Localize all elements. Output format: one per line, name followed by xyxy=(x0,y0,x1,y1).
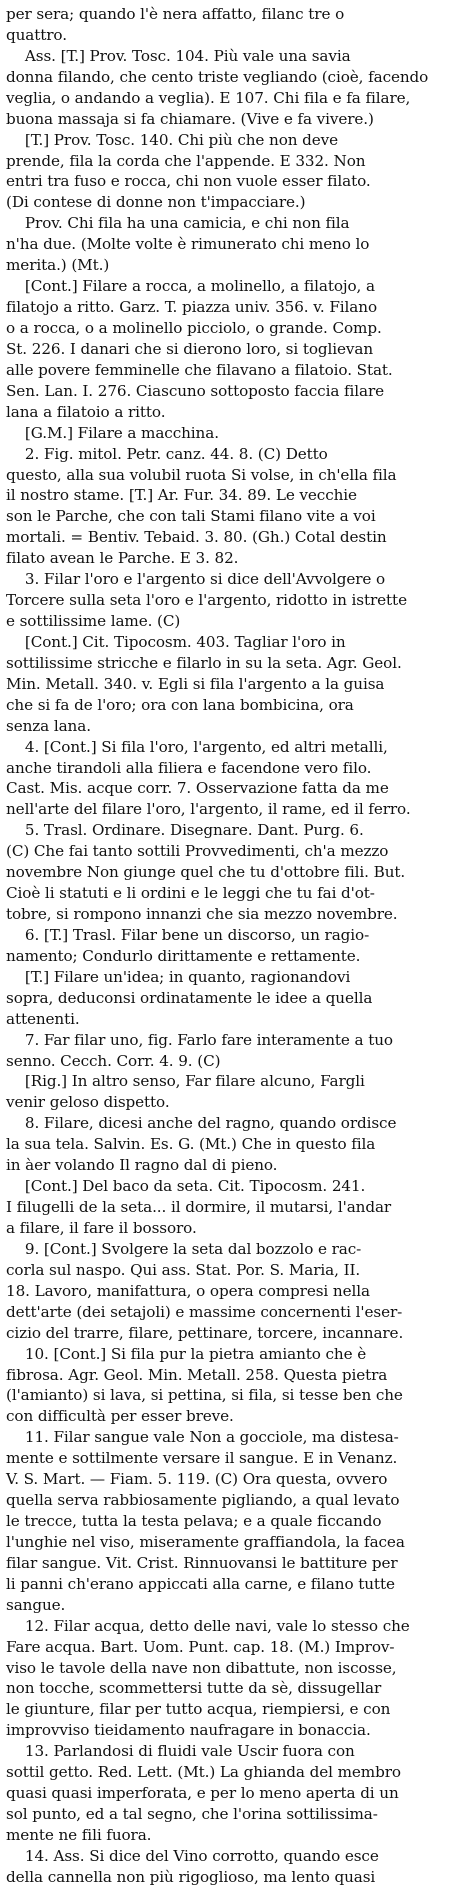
text-line: viso le tavole della nave non dibattute, non iscosse, xyxy=(6,1658,397,1677)
text-line: sottil getto. Red. Lett. (Mt.) La ghianda del membro xyxy=(6,1763,401,1782)
text-line: senno. Cecch. Corr. 4. 9. (C) xyxy=(6,1051,221,1070)
text-line: [Cont.] Cit. Tipocosm. 403. Tagliar l'oro in xyxy=(6,632,346,651)
text-line: corla sul naspo. Qui ass. Stat. Por. S. Maria, II. xyxy=(6,1260,361,1279)
text-line: sangue. xyxy=(6,1595,66,1614)
text-line: tobre, si rompono innanzi che sia mezzo novembre. xyxy=(6,905,398,923)
text-line: anche tirandoli alla filiera e facendone vero filo. xyxy=(6,758,372,777)
text-line: entri tra fuso e rocca, chi non vuole esser filato. xyxy=(6,172,371,191)
text-line: 4. [Cont.] Si fila l'oro, l'argento, ed altri metalli, xyxy=(6,737,388,756)
text-line: in àer volando Il ragno dal di pieno. xyxy=(6,1156,278,1175)
text-line: nell'arte del filare l'oro, l'argento, il rame, ed il ferro. xyxy=(6,800,411,819)
text-line: sopra, deduconsi ordinatamente le idee a quella xyxy=(6,988,373,1007)
text-line: prende, fila la corda che l'appende. E 332. Non xyxy=(6,151,366,170)
text-line: 7. Far filar uno, fig. Farlo fare interamente a tuo xyxy=(6,1030,393,1049)
text-line: cizio del trarre, filare, pettinare, torcere, incannare. xyxy=(6,1323,404,1342)
text-line: il nostro stame. [T.] Ar. Fur. 34. 89. Le vecchie xyxy=(6,486,357,505)
text-line: 6. [T.] Trasl. Filar bene un discorso, un ragio- xyxy=(6,925,370,944)
text-line: a filare, il fare il bossoro. xyxy=(6,1218,197,1237)
text-line: mente e sottilmente versare il sangue. E in Venanz. xyxy=(6,1449,398,1468)
text-line: V. S. Mart. — Fiam. 5. 119. (C) Ora questa, ovvero xyxy=(6,1470,388,1489)
text-line: I filugelli de la seta... il dormire, il mutarsi, l'andar xyxy=(6,1198,392,1216)
text-line: Prov. Chi fila ha una camicia, e chi non fila xyxy=(6,214,350,233)
text-line: 13. Parlandosi di fluidi vale Uscir fuora con xyxy=(6,1742,355,1761)
text-line: 11. Filar sangue vale Non a gocciole, ma distesa- xyxy=(6,1428,399,1447)
text-line: (Di contese di donne non t'impacciare.) xyxy=(6,193,306,212)
text-line: 18. Lavoro, manifattura, o opera compresi nella xyxy=(6,1281,370,1300)
text-line: n'ha due. (Molte volte è rimunerato chi meno lo xyxy=(6,235,370,254)
text-line: St. 226. I danari che si dierono loro, si toglievan xyxy=(6,339,374,358)
text-line: [Cont.] Del baco da seta. Cit. Tipocosm. 241. xyxy=(6,1177,366,1196)
text-line: filar sangue. Vit. Crist. Rinnuovansi le battiture per xyxy=(6,1553,398,1572)
text-line: fibrosa. Agr. Geol. Min. Metall. 258. Questa pietra xyxy=(6,1365,388,1384)
text-line: quasi quasi imperforata, e per lo meno aperta di un xyxy=(6,1784,399,1802)
text-line: dett'arte (dei setajoli) e massime concernenti l'eser- xyxy=(6,1302,403,1321)
text-line: buona massaja si fa chiamare. (Vive e fa vivere.) xyxy=(6,109,374,128)
text-line: sol punto, ed a tal segno, che l'orina sottilissima- xyxy=(6,1805,378,1823)
text-line: per sera; quando l'è nera affatto, filanc tre o xyxy=(6,5,345,23)
text-line: quella serva rabbiosamente pigliando, a qual levato xyxy=(6,1491,400,1509)
text-line: Cast. Mis. acque corr. 7. Osservazione fatta da me xyxy=(6,779,389,798)
text-line: 14. Ass. Si dice del Vino corrotto, quando esce xyxy=(6,1846,379,1865)
text-line: mente ne fili fuora. xyxy=(6,1825,152,1844)
text-line: 9. [Cont.] Svolgere la seta dal bozzolo e rac- xyxy=(6,1239,362,1258)
text-line: [T.] Filare un'idea; in quanto, ragionandovi xyxy=(6,967,351,986)
text-line: Min. Metall. 340. v. Egli si fila l'argento a la guisa xyxy=(6,674,385,693)
text-line: novembre Non giunge quel che tu d'ottobre fili. But. xyxy=(6,863,406,882)
text-line: [Cont.] Filare a rocca, a molinello, a filatojo, a xyxy=(6,277,375,296)
text-line: li panni ch'erano appiccati alla carne, e filano tutte xyxy=(6,1574,395,1593)
text-line: Cioè li statuti e li ordini e le leggi che tu fai d'ot- xyxy=(6,884,375,903)
text-line: questo, alla sua volubil ruota Si volse, in ch'ella fila xyxy=(6,465,397,484)
text-line: merita.) (Mt.) xyxy=(6,256,110,275)
text-line: che si fa de l'oro; ora con lana bombicina, ora xyxy=(6,695,354,714)
text-line: lana a filatoio a ritto. xyxy=(6,402,166,421)
text-line: [T.] Prov. Tosc. 140. Chi più che non deve xyxy=(6,130,339,149)
text-line: mortali. = Bentiv. Tebaid. 3. 80. (Gh.) Cotal destin xyxy=(6,528,387,547)
text-line: le trecce, tutta la testa pelava; e a quale ficcando xyxy=(6,1512,382,1530)
text-line: 2. Fig. mitol. Petr. canz. 44. 8. (C) Detto xyxy=(6,444,328,463)
text-line: donna filando, che cento triste vegliando (cioè, facendo xyxy=(6,67,429,86)
text-line: senza lana. xyxy=(6,716,91,735)
text-line: della cannella non più rigoglioso, ma lento quasi xyxy=(6,1867,376,1886)
text-line: filatojo a ritto. Garz. T. piazza univ. 356. v. Filano xyxy=(6,298,377,316)
text-line: [G.M.] Filare a macchina. xyxy=(6,423,219,442)
text-line: Sen. Lan. I. 276. Ciascuno sottoposto faccia filare xyxy=(6,381,385,400)
text-line: (l'amianto) si lava, si pettina, si fila, si tesse ben che xyxy=(6,1386,403,1405)
text-line: 5. Trasl. Ordinare. Disegnare. Dant. Purg. 6. xyxy=(6,821,364,840)
text-line: 10. [Cont.] Si fila pur la pietra amianto che è xyxy=(6,1344,367,1363)
text-line: Torcere sulla seta l'oro e l'argento, ridotto in istrette xyxy=(6,591,407,609)
text-line: non tocche, scommettersi tutte da sè, dissugellar xyxy=(6,1679,382,1698)
text-line: veglia, o andando a veglia). E 107. Chi fila e fa filare, xyxy=(6,88,411,107)
text-line: l'unghie nel viso, miseramente graffiandola, la facea xyxy=(6,1532,405,1551)
text-line: attenenti. xyxy=(6,1009,80,1028)
text-line: 8. Filare, dicesi anche del ragno, quando ordisce xyxy=(6,1114,397,1133)
text-line: alle povere femminelle che filavano a filatoio. Stat. xyxy=(6,360,393,379)
text-line: [Rig.] In altro senso, Far filare alcuno, Fargli xyxy=(6,1072,365,1091)
text-line: venir geloso dispetto. xyxy=(6,1093,170,1112)
text-line: la sua tela. Salvin. Es. G. (Mt.) Che in questo fila xyxy=(6,1135,376,1154)
text-line: sottilissime stricche e filarlo in su la seta. Agr. Geol. xyxy=(6,653,402,672)
text-line: con difficultà per esser breve. xyxy=(6,1407,234,1426)
text-line: le giunture, filar per tutto acqua, riempiersi, e con xyxy=(6,1700,391,1719)
text-line: 12. Filar acqua, detto delle navi, vale lo stesso che xyxy=(6,1616,410,1635)
text-line: filato avean le Parche. E 3. 82. xyxy=(6,549,239,568)
text-line: o a rocca, o a molinello picciolo, o grande. Comp. xyxy=(6,318,382,337)
text-line: Fare acqua. Bart. Uom. Punt. cap. 18. (M.) Improv- xyxy=(6,1637,395,1656)
text-line: quattro. xyxy=(6,25,67,44)
text-line: e sottilissime lame. (C) xyxy=(6,612,181,630)
text-line: namento; Condurlo dirittamente e rettamente. xyxy=(6,946,361,965)
text-line: (C) Che fai tanto sottili Provvedimenti, ch'a mezzo xyxy=(6,842,389,861)
text-line: Ass. [T.] Prov. Tosc. 104. Più vale una savia xyxy=(6,46,351,65)
text-line: improvviso tieidamento naufragare in bonaccia. xyxy=(6,1721,371,1740)
text-line: son le Parche, che con tali Stami filano vite a voi xyxy=(6,507,376,526)
text-line: 3. Filar l'oro e l'argento si dice dell'Avvolgere o xyxy=(6,570,386,589)
